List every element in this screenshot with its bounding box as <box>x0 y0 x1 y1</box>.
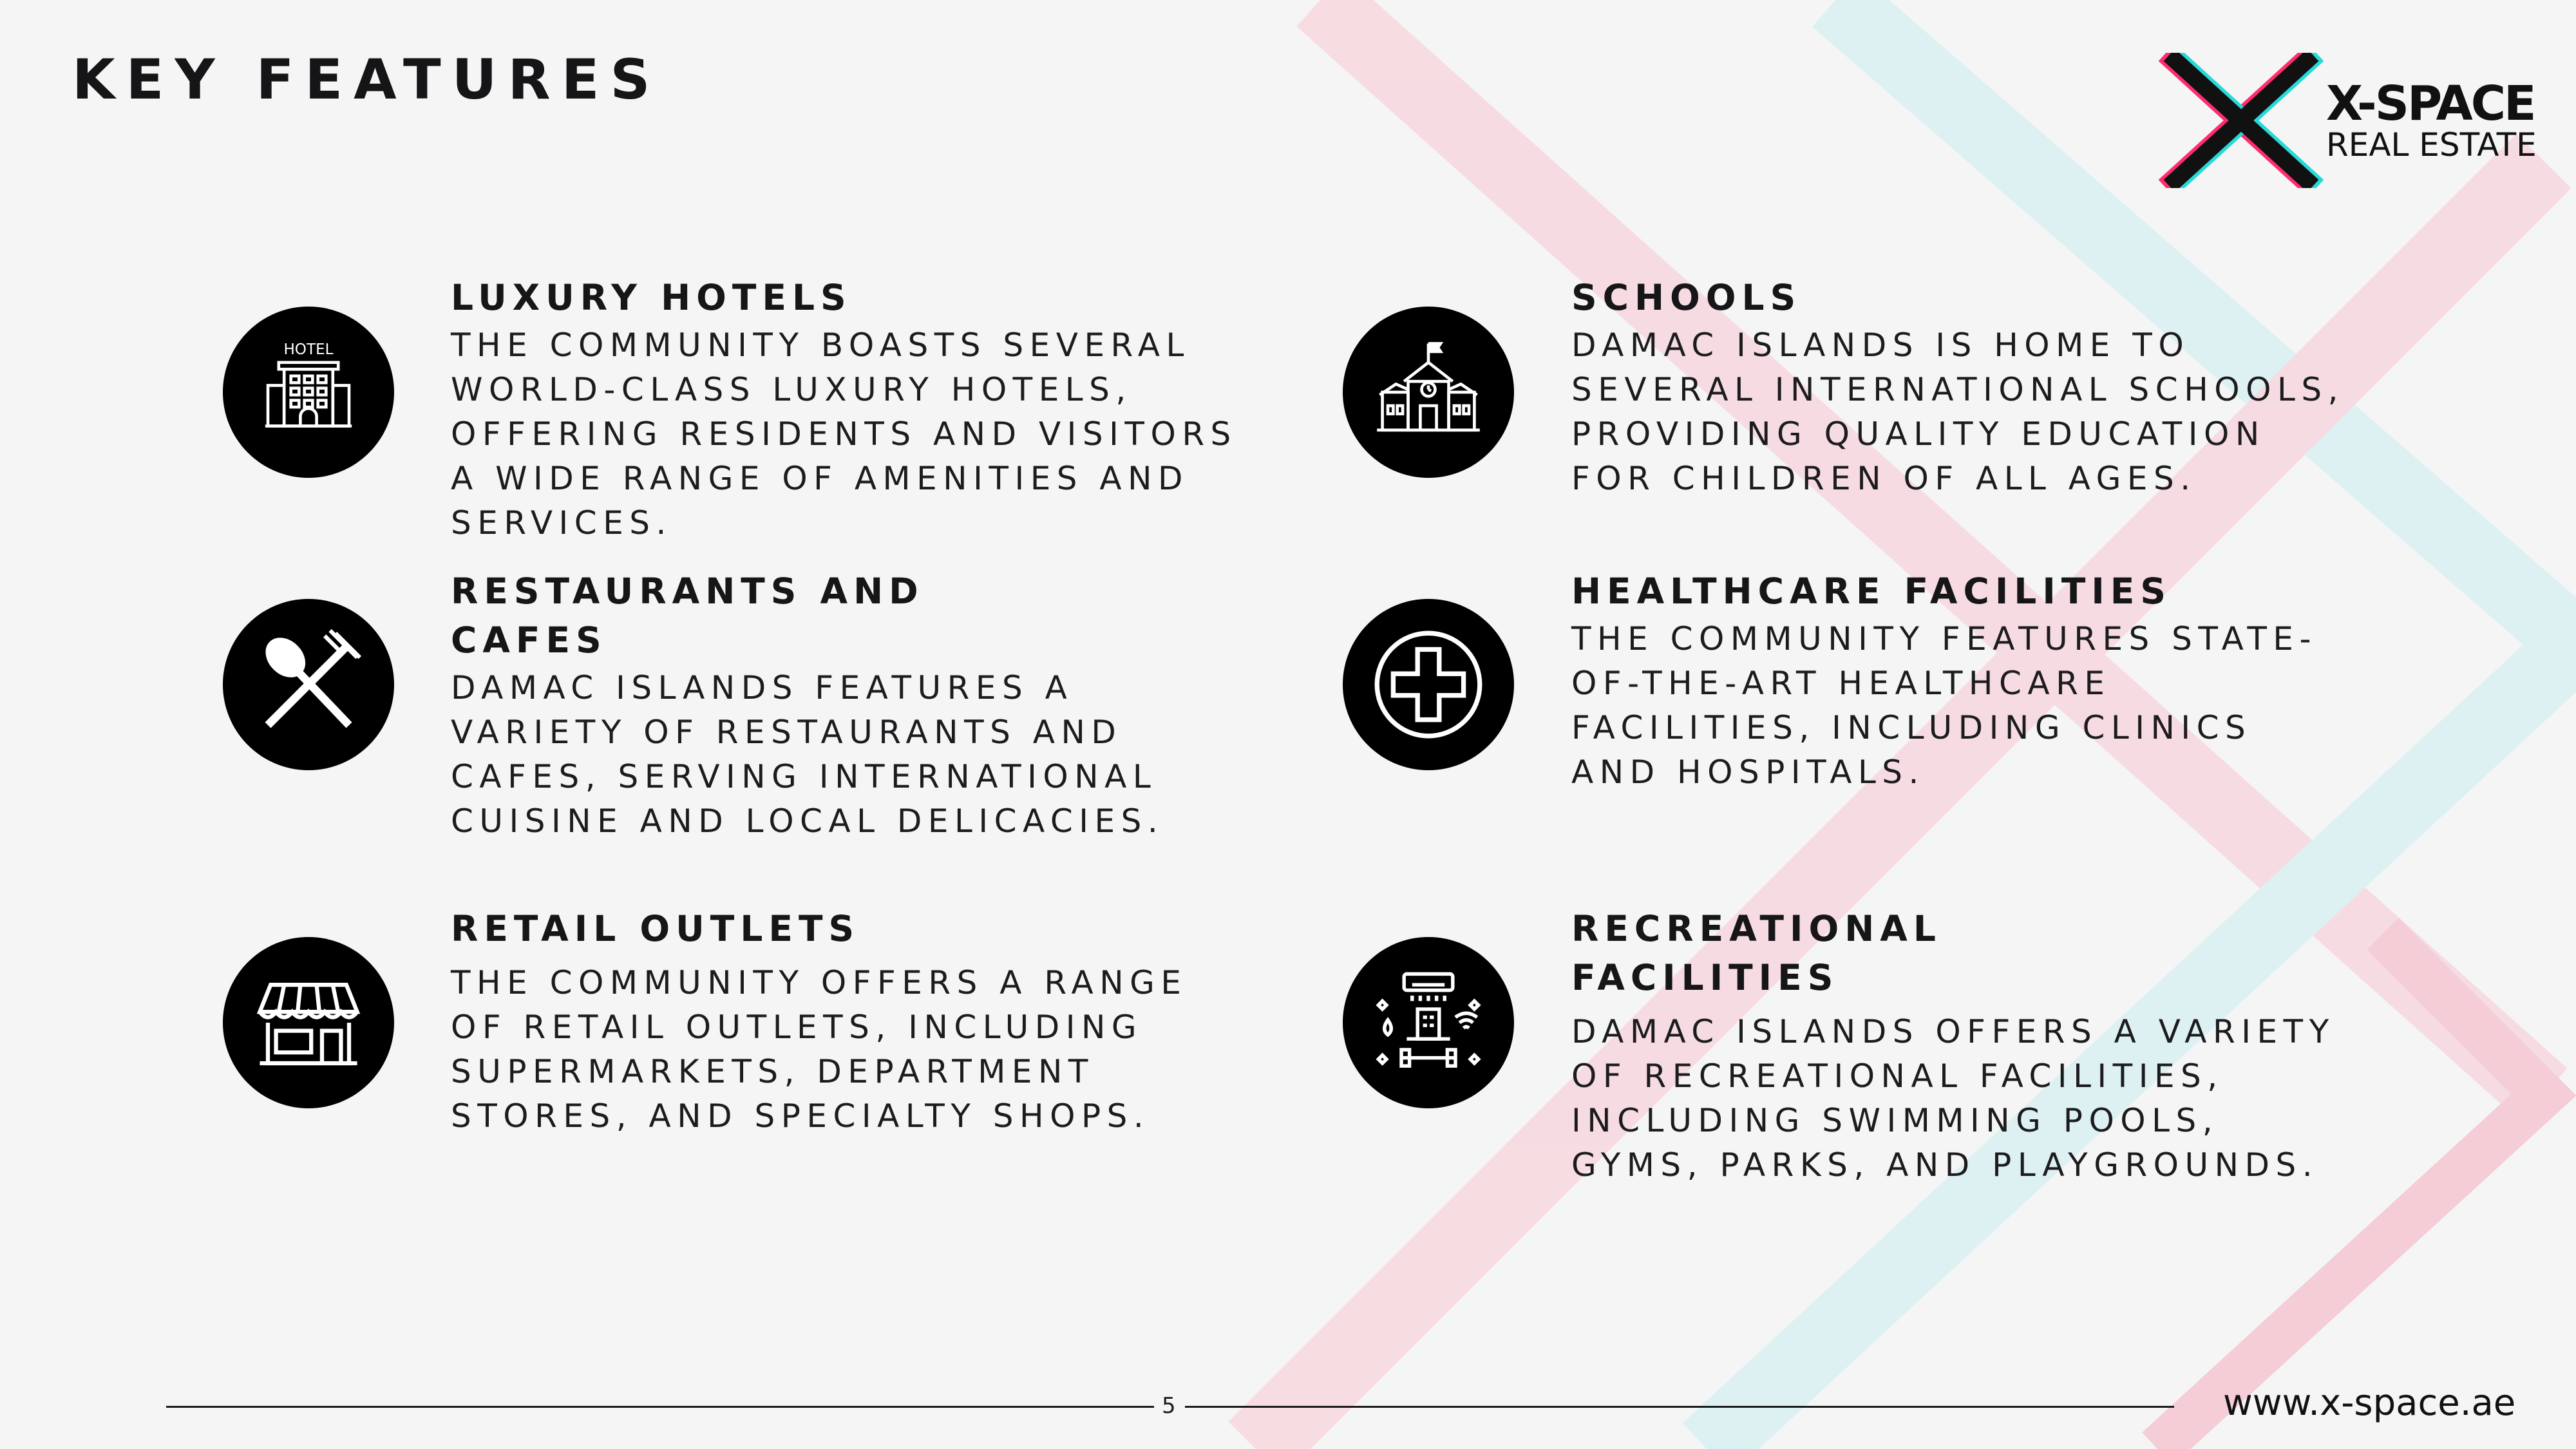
feature-title: LUXURY HOTELS <box>451 277 852 318</box>
feature-description: DAMAC ISLANDS IS HOME TO SEVERAL INTERNATIONAL SCHOOLS, PROVIDING QUALITY EDUCATION FOR CHILDREN OF ALL AGES. <box>1571 327 2344 497</box>
x-logo-mark <box>2157 53 2325 188</box>
feature-description: THE COMMUNITY FEATURES STATE- OF-THE-ART HEALTHCARE FACILITIES, INCLUDING CLINICS AND HOSPITALS. <box>1571 620 2318 791</box>
hotel-icon <box>223 307 394 478</box>
company-logo <box>2157 53 2537 188</box>
feature-title: RETAIL OUTLETS <box>451 908 860 949</box>
footer-divider-left <box>166 1406 1154 1408</box>
restaurant-icon <box>223 599 394 770</box>
page-title: KEY FEATURES <box>72 48 661 112</box>
website-link[interactable]: www.x-space.ae <box>2223 1382 2516 1424</box>
feature-title: HEALTHCARE FACILITIES <box>1571 571 2172 612</box>
feature-retail-outlets <box>451 904 1288 1139</box>
page-number: 5 <box>1162 1393 1176 1419</box>
recreation-icon <box>1343 937 1514 1108</box>
retail-store-icon <box>223 937 394 1108</box>
feature-restaurants-and-cafes <box>451 567 1288 844</box>
feature-healthcare-facilities <box>1571 567 2409 795</box>
feature-title: RECREATIONAL FACILITIES <box>1571 908 1942 998</box>
feature-description: THE COMMUNITY BOASTS SEVERAL WORLD-CLASS LUXURY HOTELS, OFFERING RESIDENTS AND VISITORS A WIDE RANGE OF AMENITIES AND SERVICES. <box>451 327 1237 542</box>
footer-divider-right <box>1185 1406 2174 1408</box>
feature-recreational-facilities <box>1571 904 2409 1188</box>
svg-text:HOTEL: HOTEL <box>283 341 334 359</box>
feature-description: DAMAC ISLANDS OFFERS A VARIETY OF RECREATIONAL FACILITIES, INCLUDING SWIMMING POOLS, GYMS, PARKS, AND PLAYGROUNDS. <box>1571 1013 2335 1184</box>
logo-name: X-SPACE <box>2326 76 2535 131</box>
healthcare-icon <box>1343 599 1514 770</box>
feature-luxury-hotels <box>451 273 1288 545</box>
feature-schools <box>1571 273 2409 501</box>
feature-description: THE COMMUNITY OFFERS A RANGE OF RETAIL OUTLETS, INCLUDING SUPERMARKETS, DEPARTMENT STORES, AND SPECIALTY SHOPS. <box>451 964 1188 1135</box>
logo-subtitle: REAL ESTATE <box>2326 126 2537 164</box>
school-icon <box>1343 307 1514 478</box>
feature-title: RESTAURANTS AND CAFES <box>451 571 924 661</box>
feature-description: DAMAC ISLANDS FEATURES A VARIETY OF RESTAURANTS AND CAFES, SERVING INTERNATIONAL CUISINE AND LOCAL DELICACIES. <box>451 669 1164 840</box>
feature-title: SCHOOLS <box>1571 277 1802 318</box>
